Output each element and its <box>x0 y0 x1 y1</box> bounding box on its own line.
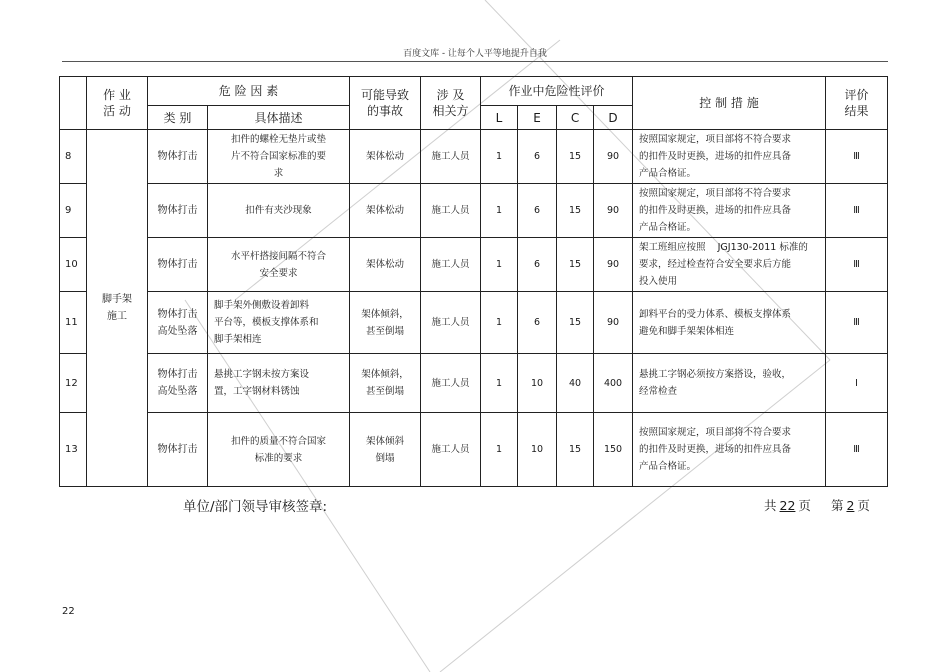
hazard-description: 悬挑工字钢未按方案设 置，工字钢材料锈蚀 <box>208 354 350 413</box>
header-no-cell <box>60 77 87 130</box>
header-accident <box>350 77 421 130</box>
control-measures: 卸料平台的受力体系、模板支撑体系 避免和脚手架架体相连 <box>633 292 826 354</box>
value-D: 90 <box>594 238 633 292</box>
hazard-category: 物体打击 高处坠落 <box>148 354 208 413</box>
value-L: 1 <box>481 184 518 238</box>
header-L: L <box>481 106 518 130</box>
page-count <box>764 496 870 514</box>
header-hazard <box>148 77 350 106</box>
table-row <box>60 413 888 487</box>
page-prefix: 第 <box>830 498 844 513</box>
related-party: 施工人员 <box>421 238 481 292</box>
control-measures: 按照国家规定，项目部将不符合要求 的扣件及时更换，进场的扣件应具备 产品合格证。 <box>633 413 826 487</box>
header-hazard-desc: 具体描述 <box>208 106 350 130</box>
control-measures: 悬挑工字钢必须按方案搭设，验收， 经常检查 <box>633 354 826 413</box>
header-D: D <box>594 106 633 130</box>
total-suffix: 页 <box>798 498 811 513</box>
hazard-category: 物体打击 高处坠落 <box>148 292 208 354</box>
total-pages: 22 <box>779 498 796 513</box>
value-L: 1 <box>481 238 518 292</box>
row-number: 10 <box>60 238 87 292</box>
related-party: 施工人员 <box>421 354 481 413</box>
value-C: 15 <box>557 184 594 238</box>
activity-merged-cell <box>87 130 148 487</box>
header-control-text: 控 制 措 施 <box>699 96 759 110</box>
value-L: 1 <box>481 130 518 184</box>
table-row <box>60 130 888 184</box>
evaluation-result: Ⅰ <box>826 354 888 413</box>
value-C: 40 <box>557 354 594 413</box>
possible-accident: 架体倾斜 倒塌 <box>350 413 421 487</box>
risk-assessment-table <box>59 76 888 487</box>
related-party: 施工人员 <box>421 292 481 354</box>
hazard-category: 物体打击 <box>148 184 208 238</box>
evaluation-result: Ⅲ <box>826 130 888 184</box>
evaluation-result: Ⅲ <box>826 184 888 238</box>
page-header: 百度文库 - 让每个人平等地提升自我 <box>403 49 547 59</box>
table-row <box>60 292 888 354</box>
value-E: 6 <box>518 130 557 184</box>
hazard-category: 物体打击 <box>148 238 208 292</box>
total-prefix: 共 <box>764 498 777 513</box>
value-L: 1 <box>481 354 518 413</box>
approval-signature-label: 单位/部门领导审核签章: <box>183 499 328 515</box>
control-measures: 架工班组应按照 JGJ130-2011 标准的 要求，经过检查符合安全要求后方能 投入使用 <box>633 238 826 292</box>
value-D: 400 <box>594 354 633 413</box>
possible-accident: 架体松动 <box>350 184 421 238</box>
value-D: 150 <box>594 413 633 487</box>
value-L: 1 <box>481 413 518 487</box>
related-party: 施工人员 <box>421 184 481 238</box>
header-control <box>633 77 826 130</box>
header-rule <box>62 61 888 62</box>
value-D: 90 <box>594 130 633 184</box>
page-number: 22 <box>62 606 75 617</box>
value-E: 10 <box>518 413 557 487</box>
header-C: C <box>557 106 594 130</box>
header-row-1 <box>60 77 888 106</box>
possible-accident: 架体松动 <box>350 238 421 292</box>
related-party: 施工人员 <box>421 413 481 487</box>
header-eval-text: 作业中危险性评价 <box>508 84 605 98</box>
value-L: 1 <box>481 292 518 354</box>
header-accident-text: 可能导致 的事故 <box>361 88 410 118</box>
value-E: 6 <box>518 184 557 238</box>
related-party: 施工人员 <box>421 130 481 184</box>
activity-merged-text: 脚手架 施工 <box>102 294 132 322</box>
hazard-category: 物体打击 <box>148 130 208 184</box>
row-number: 12 <box>60 354 87 413</box>
control-measures: 按照国家规定，项目部将不符合要求 的扣件及时更换，进场的扣件应具备 产品合格证。 <box>633 184 826 238</box>
header-hazard-text: 危 险 因 素 <box>218 84 279 98</box>
table-row <box>60 354 888 413</box>
table-row <box>60 238 888 292</box>
value-E: 6 <box>518 292 557 354</box>
row-number: 9 <box>60 184 87 238</box>
value-E: 6 <box>518 238 557 292</box>
value-C: 15 <box>557 130 594 184</box>
header-hazard-category: 类 别 <box>148 106 208 130</box>
hazard-description: 脚手架外侧敷设着卸料 平台等，模板支撑体系和 脚手架相连 <box>208 292 350 354</box>
table-row <box>60 184 888 238</box>
hazard-description: 扣件的质量不符合国家 标准的要求 <box>208 413 350 487</box>
header-activity <box>87 77 148 130</box>
evaluation-result: Ⅲ <box>826 413 888 487</box>
header-E: E <box>518 106 557 130</box>
value-E: 10 <box>518 354 557 413</box>
control-measures: 按照国家规定，项目部将不符合要求 的扣件及时更换，进场的扣件应具备 产品合格证。 <box>633 130 826 184</box>
row-number: 13 <box>60 413 87 487</box>
row-number: 8 <box>60 130 87 184</box>
header-party <box>421 77 481 130</box>
hazard-description: 水平杆搭接间隔不符合 安全要求 <box>208 238 350 292</box>
hazard-category: 物体打击 <box>148 413 208 487</box>
header-eval <box>481 77 633 106</box>
current-page: 2 <box>846 498 855 513</box>
evaluation-result: Ⅲ <box>826 292 888 354</box>
header-party-text: 涉 及 相关方 <box>432 88 469 118</box>
value-D: 90 <box>594 292 633 354</box>
value-C: 15 <box>557 238 594 292</box>
value-C: 15 <box>557 413 594 487</box>
possible-accident: 架体松动 <box>350 130 421 184</box>
value-C: 15 <box>557 292 594 354</box>
value-D: 90 <box>594 184 633 238</box>
header-result-text: 评价 结果 <box>844 88 869 118</box>
header-result <box>826 77 888 130</box>
evaluation-result: Ⅲ <box>826 238 888 292</box>
possible-accident: 架体倾斜， 甚至倒塌 <box>350 292 421 354</box>
hazard-description: 扣件有夹沙现象 <box>208 184 350 238</box>
page-suffix: 页 <box>857 498 870 513</box>
row-number: 11 <box>60 292 87 354</box>
possible-accident: 架体倾斜， 甚至倒塌 <box>350 354 421 413</box>
header-activity-text: 作 业 活 动 <box>103 88 131 118</box>
hazard-description: 扣件的螺栓无垫片或垫 片不符合国家标准的要 求 <box>208 130 350 184</box>
